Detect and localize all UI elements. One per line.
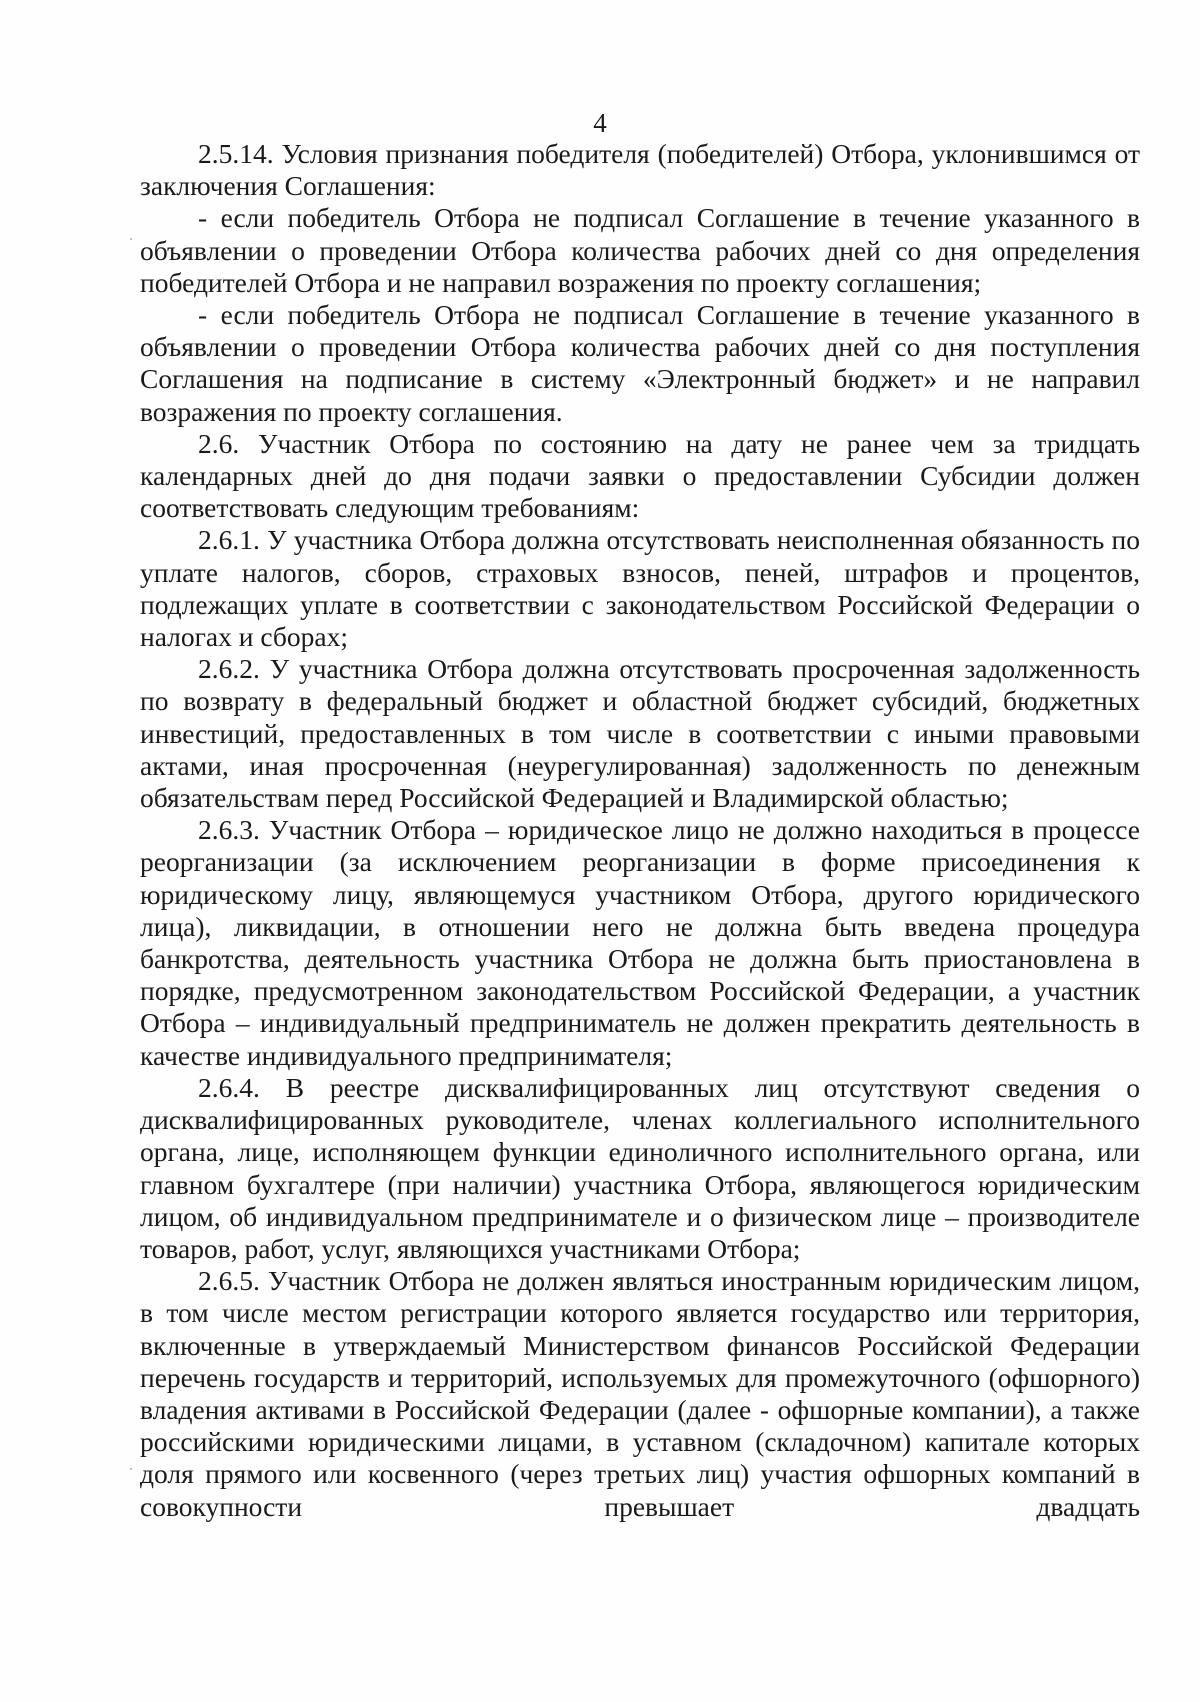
paragraph-2-5-14: 2.5.14. Условия признания победителя (победителей) Отбора, уклонившимся от заключения Соглашения: [140,138,1140,202]
paragraph-2-5-14-item-1: - если победитель Отбора не подписал Соглашение в течение указанного в объявлении о проведении Отбора количества рабочих дней со дня определения победителей Отбора и не направил возражения по проекту соглашения; [140,202,1140,298]
paragraph-2-6-1: 2.6.1. У участника Отбора должна отсутствовать неисполненная обязанность по уплате налогов, сборов, страховых взносов, пеней, штрафов и процентов, подлежащих уплате в соответствии с законодательством Российской Федерации о налогах и сборах; [140,524,1140,653]
paragraph-2-5-14-item-2: - если победитель Отбора не подписал Соглашение в течение указанного в объявлении о проведении Отбора количества рабочих дней со дня поступления Соглашения на подписание в систему «Электронный бюджет» и не направил возражения по проекту соглашения. [140,299,1140,427]
paragraph-2-6-4: 2.6.4. В реестре дисквалифицированных лиц отсутствуют сведения о дисквалифицированных руководителе, членах коллегиального исполнительного органа, лице, исполняющем функции единоличного исполнительного органа, или главном бухгалтере (при наличии) участника Отбора, являющегося юридическим лицом, об индивидуальном предпринимателе и о физическом лице – производителе товаров, работ, услуг, являющихся участниками Отбора; [140,1071,1140,1264]
paragraph-2-6: 2.6. Участник Отбора по состоянию на дату не ранее чем за тридцать календарных дней до дня подачи заявки о предоставлении Субсидии должен соответствовать следующим требованиям: [140,427,1140,524]
scan-speck [130,238,132,240]
paragraph-2-6-2: 2.6.2. У участника Отбора должна отсутствовать просроченная задолженность по возврату в федеральный бюджет и областной бюджет субсидий, бюджетных инвестиций, предоставленных в том числе в соответствии с иными правовыми актами, иная просроченная (неурегулированная) задолженность по денежным обязательствам перед Российской Федерацией и Владимирской областью; [140,653,1140,814]
paragraph-2-6-5: 2.6.5. Участник Отбора не должен являться иностранным юридическим лицом, в том числе местом регистрации которого является государство или территория, включенные в утверждаемый Министерством финансов Российской Федерации перечень государств и территорий, используемых для промежуточного (офшорного) владения активами в Российской Федерации (далее - офшорные компании), а также российскими юридическими лицами, в уставном (складочном) капитале которых доля прямого или косвенного (через третьих лиц) участия офшорных компаний в совокупности превышает двадцать [140,1265,1140,1522]
document-body [140,138,1140,1523]
scan-speck [130,1468,132,1470]
page-number: 4 [593,108,607,138]
paragraph-2-6-3: 2.6.3. Участник Отбора – юридическое лицо не должно находиться в процессе реорганизации (за исключением реорганизации в форме присоединения к юридическому лицу, являющемуся участником Отбора, другого юридического лица), ликвидации, в отношении него не должна быть введена процедура банкротства, деятельность участника Отбора не должна быть приостановлена в порядке, предусмотренном законодательством Российской Федерации, а участник Отбора – индивидуальный предприниматель не должен прекратить деятельность в качестве индивидуального предпринимателя; [140,814,1140,1071]
